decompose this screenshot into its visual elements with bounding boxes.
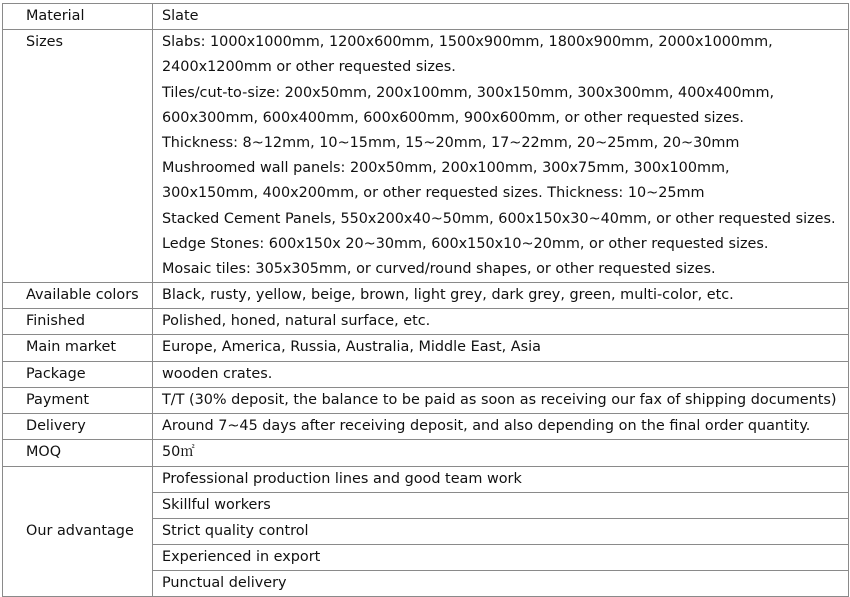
value-line: Thickness: 8~12mm, 10~15mm, 15~20mm, 17~22mm, 20~25mm, 20~30mm: [162, 134, 740, 151]
value-line: 300x150mm, 400x200mm, or other requested sizes. Thickness: 10~25mm: [162, 185, 705, 202]
value-line: 2400x1200mm or other requested sizes.: [162, 59, 456, 76]
value-material: [153, 4, 849, 30]
label-delivery: Delivery: [3, 414, 153, 440]
advantage-text: Punctual delivery: [162, 575, 287, 592]
value-line: Mosaic tiles: 305x305mm, or curved/round shapes, or other requested sizes.: [162, 260, 716, 277]
label-payment: Payment: [3, 387, 153, 413]
value-line: 600x300mm, 600x400mm, 600x600mm, 900x600mm, or other requested sizes.: [162, 109, 744, 126]
label-sizes: Sizes: [3, 30, 153, 283]
row-package: [3, 361, 849, 387]
value-line: Around 7~45 days after receiving deposit, and also depending on the final order quantity.: [162, 418, 811, 435]
advantage-item: [153, 518, 849, 544]
value-moq: [153, 440, 849, 466]
row-our-advantage: [3, 466, 849, 492]
value-sizes: [153, 30, 849, 283]
label-finished: Finished: [3, 309, 153, 335]
value-line: T/T (30% deposit, the balance to be paid as soon as receiving our fax of shipping documents): [162, 391, 837, 408]
value-line: Slabs: 1000x1000mm, 1200x600mm, 1500x900mm, 1800x900mm, 2000x1000mm,: [162, 34, 773, 51]
value-line: Mushroomed wall panels: 200x50mm, 200x100mm, 300x75mm, 300x100mm,: [162, 160, 730, 177]
value-line: Stacked Cement Panels, 550x200x40~50mm, 600x150x30~40mm, or other requested sizes.: [162, 210, 836, 227]
value-line: Black, rusty, yellow, beige, brown, light grey, dark grey, green, multi-color, etc.: [162, 287, 734, 304]
advantage-text: Strict quality control: [162, 522, 309, 539]
label-package: Package: [3, 361, 153, 387]
product-spec-table: [2, 3, 849, 597]
value-line: Slate: [162, 8, 199, 24]
row-delivery: [3, 414, 849, 440]
label-our-advantage: Our advantage: [3, 466, 153, 597]
value-line: wooden crates.: [162, 365, 273, 382]
value-main-market: [153, 335, 849, 361]
advantage-text: Skillful workers: [162, 496, 271, 513]
value-finished: [153, 309, 849, 335]
advantage-item: [153, 466, 849, 492]
value-package: [153, 361, 849, 387]
row-main-market: [3, 335, 849, 361]
value-line: Europe, America, Russia, Australia, Middle East, Asia: [162, 339, 541, 356]
value-available-colors: [153, 283, 849, 309]
value-line: Polished, honed, natural surface, etc.: [162, 313, 431, 330]
advantage-item: [153, 492, 849, 518]
value-delivery: [153, 414, 849, 440]
label-material: Material: [3, 4, 153, 30]
value-line: Ledge Stones: 600x150x 20~30mm, 600x150x10~20mm, or other requested sizes.: [162, 235, 769, 252]
advantage-text: Experienced in export: [162, 549, 321, 566]
row-sizes: [3, 30, 849, 283]
value-line: Tiles/cut-to-size: 200x50mm, 200x100mm, 300x150mm, 300x300mm, 400x400mm,: [162, 84, 775, 101]
value-payment: [153, 387, 849, 413]
row-moq: [3, 440, 849, 466]
advantage-text: Professional production lines and good team work: [162, 470, 522, 487]
advantage-item: [153, 545, 849, 571]
label-moq: MOQ: [3, 440, 153, 466]
row-finished: [3, 309, 849, 335]
row-material: [3, 4, 849, 30]
label-main-market: Main market: [3, 335, 153, 361]
row-payment: [3, 387, 849, 413]
advantage-item: [153, 571, 849, 597]
value-line: 50㎡: [162, 444, 195, 461]
label-available-colors: Available colors: [3, 283, 153, 309]
row-available-colors: [3, 283, 849, 309]
